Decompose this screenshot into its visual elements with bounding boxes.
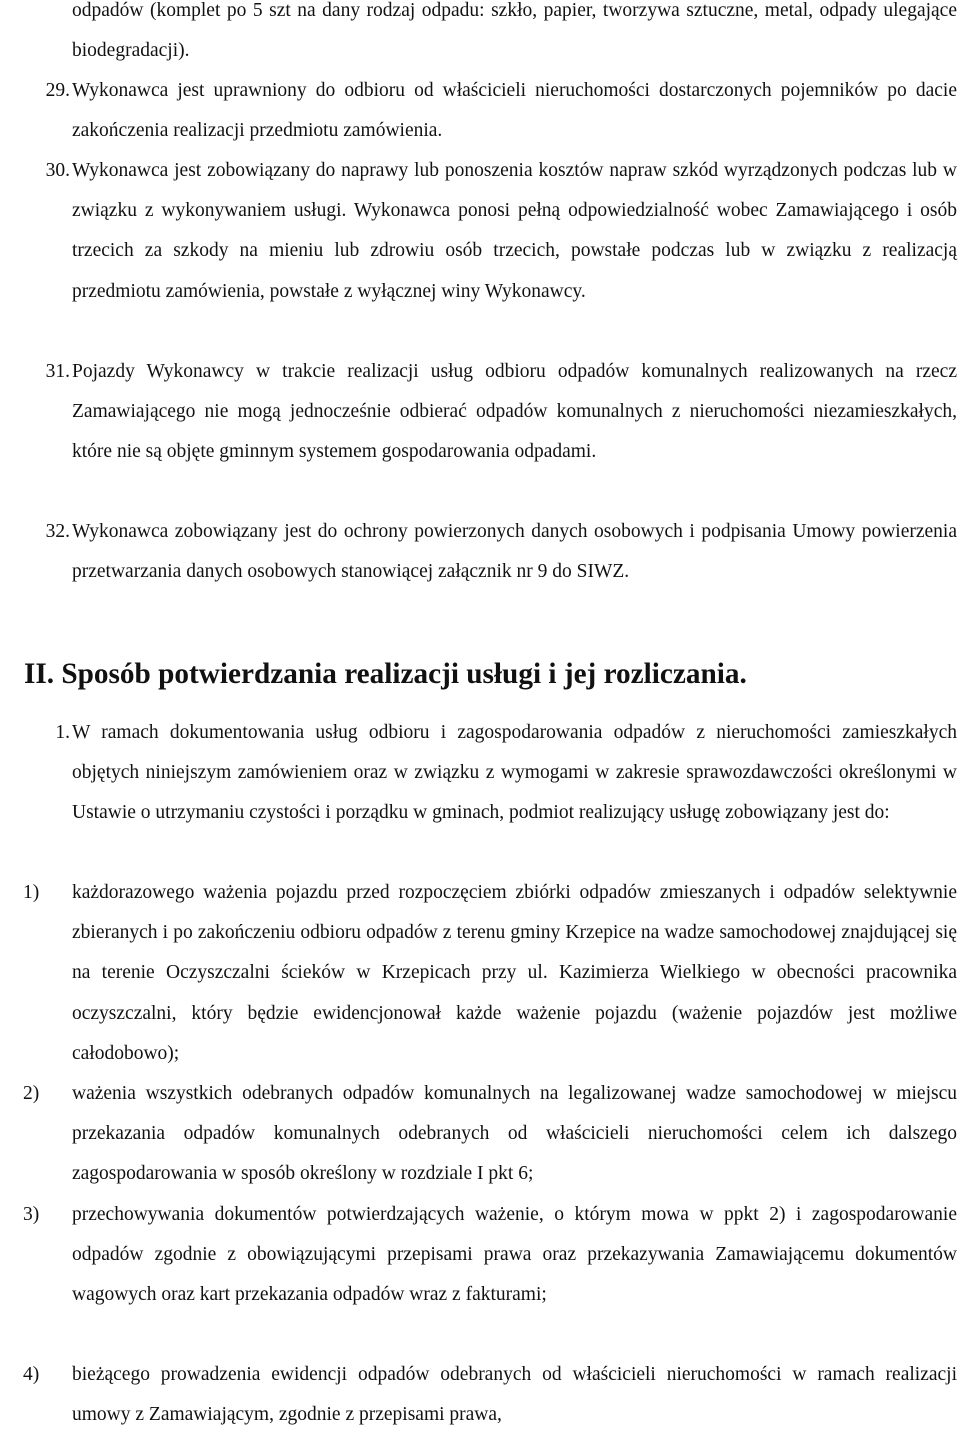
item-text: Pojazdy Wykonawcy w trakcie realizacji usług odbioru odpadów komunalnych realizowanych na rzecz Zamawiającego nie mogą jednocześnie odbierać odpadów komunalnych z nieruchomości niezamieszkałych, które nie są objęte gminnym systemem gospodarowania odpadami.	[72, 361, 957, 463]
item-text: Wykonawca jest zobowiązany do naprawy lub ponoszenia kosztów napraw szkód wyrządzonych podczas lub w związku z wykonywaniem usługi. Wykonawca ponosi pełną odpowiedzialność wobec Zamawiającego i osób trzecich za szkody na mieniu lub zdrowiu osób trzecich, powstałe podczas lub w związku z realizacją przedmiotu zamówienia, powstałe z wyłącznej winy Wykonawcy.	[72, 160, 957, 302]
sub-item-4	[23, 1355, 957, 1435]
list-item-30	[45, 151, 957, 312]
sub-item-number: 1)	[23, 882, 40, 903]
list-item-32	[45, 512, 957, 592]
sub-item-number: 3)	[23, 1204, 40, 1225]
item-number: 31.	[45, 361, 70, 382]
sub-item-text: każdorazowego ważenia pojazdu przed rozpoczęciem zbiórki odpadów zmieszanych i odpadów selektywnie zbieranych i po zakończeniu odbioru odpadów z terenu gminy Krzepice na wadze samochodowej znajdującej się na terenie Oczyszczalni ścieków w Krzepicach przy ul. Kazimierza Wielkiego w obecności pracownika oczyszczalni, który będzie ewidencjonował każde ważenie pojazdu (ważenie pojazdów jest możliwe całodobowo);	[72, 882, 957, 1064]
item-number: 1.	[55, 722, 70, 743]
paragraph-text: odpadów (komplet po 5 szt na dany rodzaj odpadu: szkło, papier, tworzywa sztuczne, metal, odpady ulegające biodegradacji).	[72, 0, 957, 62]
sub-item-3	[23, 1195, 957, 1316]
sub-item-number: 4)	[23, 1364, 40, 1385]
sub-item-text: bieżącego prowadzenia ewidencji odpadów odebranych od właścicieli nieruchomości w ramach realizacji umowy z Zamawiającym, zgodnie z przepisami prawa,	[72, 1364, 957, 1426]
item-number: 29.	[45, 80, 70, 101]
paragraph-continuation	[72, 0, 957, 71]
item-number: 30.	[45, 160, 70, 181]
sub-item-1	[23, 873, 957, 1074]
sub-item-text: przechowywania dokumentów potwierdzających ważenie, o którym mowa w ppkt 2) i zagospodarowanie odpadów zgodnie z obowiązującymi przepisami prawa oraz przekazywania Zamawiającemu dokumentów wagowych oraz kart przekazania odpadów wraz z fakturami;	[72, 1204, 957, 1306]
item-number: 32.	[45, 521, 70, 542]
sub-item-2	[23, 1074, 957, 1195]
section-heading: II. Sposób potwierdzania realizacji usługi i jej rozliczania.	[24, 658, 747, 690]
section-intro-item	[55, 713, 957, 834]
sub-item-number: 2)	[23, 1083, 40, 1104]
list-item-31	[45, 352, 957, 473]
item-text: Wykonawca zobowiązany jest do ochrony powierzonych danych osobowych i podpisania Umowy powierzenia przetwarzania danych osobowych stanowiącej załącznik nr 9 do SIWZ.	[72, 521, 957, 583]
item-text: W ramach dokumentowania usług odbioru i zagospodarowania odpadów z nieruchomości zamieszkałych objętych niniejszym zamówieniem oraz w związku z wymogami w zakresie sprawozdawczości określonymi w Ustawie o utrzymaniu czystości i porządku w gminach, podmiot realizujący usługę zobowiązany jest do:	[72, 722, 957, 824]
sub-item-text: ważenia wszystkich odebranych odpadów komunalnych na legalizowanej wadze samochodowej w miejscu przekazania odpadów komunalnych odebranych od właścicieli nieruchomości celem ich dalszego zagospodarowania w sposób określony w rozdziale I pkt 6;	[72, 1083, 957, 1185]
list-item-29	[45, 71, 957, 151]
item-text: Wykonawca jest uprawniony do odbioru od właścicieli nieruchomości dostarczonych pojemników po dacie zakończenia realizacji przedmiotu zamówienia.	[72, 80, 957, 142]
